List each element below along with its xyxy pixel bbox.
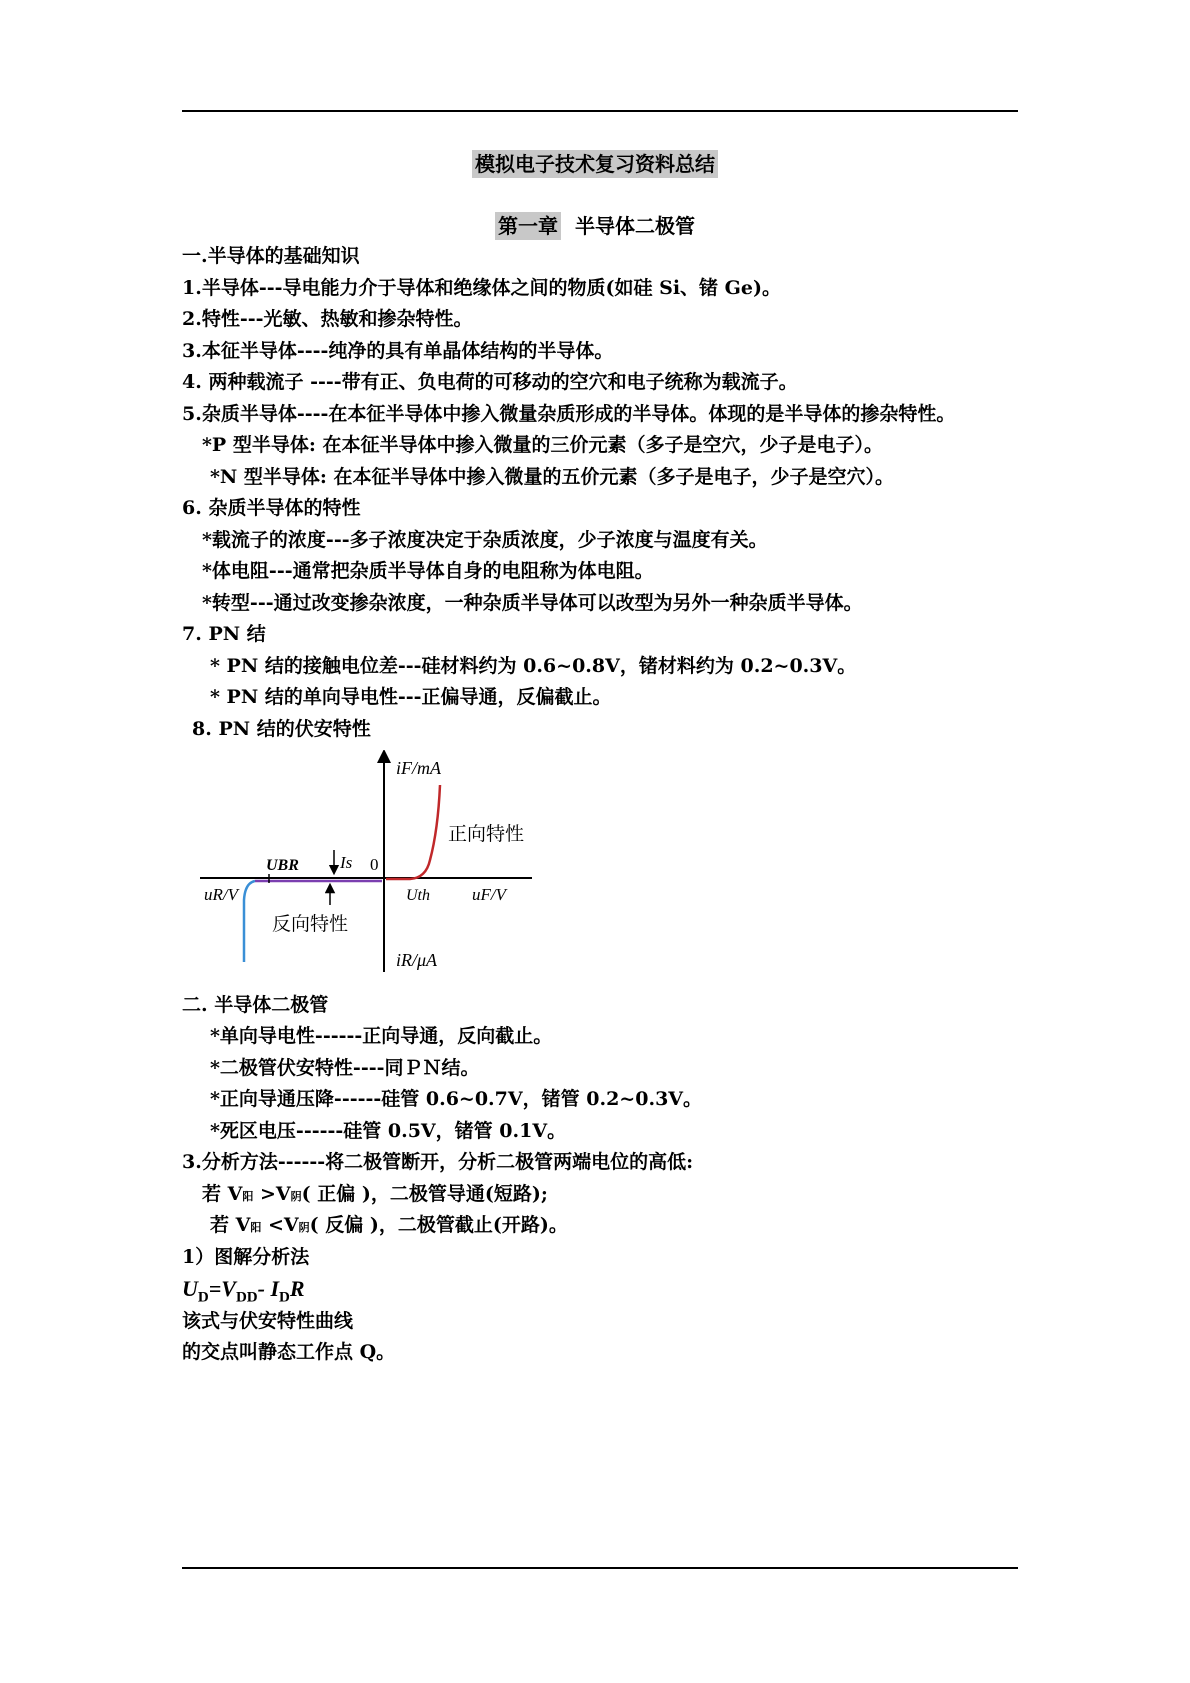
forward-char-label: 正向特性 [448, 824, 525, 845]
forward-curve [386, 785, 440, 879]
breakdown-curve [244, 881, 255, 962]
section1-heading: 一.半导体的基础知识 [182, 245, 360, 267]
condition-forward [202, 1182, 548, 1209]
chapter-label: 第一章 [495, 212, 561, 240]
doc-title: 模拟电子技术复习资料总结 [472, 150, 718, 178]
cond-part: ( 正偏 )，二极管导通(短路); [301, 1183, 548, 1205]
cond-part: ( 反偏 )，二极管截止(开路)。 [309, 1214, 568, 1236]
text-line: *死区电压------硅管 0.5V，锗管 0.1V。 [210, 1120, 567, 1142]
text-line: 6. 杂质半导体的特性 [182, 497, 361, 519]
text-line: 1.半导体---导电能力介于导体和绝缘体之间的物质(如硅 Si、锗 Ge)。 [182, 277, 781, 299]
chapter-heading [0, 210, 1190, 239]
uth-label: Uth [406, 887, 430, 904]
reverse-char-label: 反向特性 [272, 914, 349, 935]
text-line: 2.特性---光敏、热敏和掺杂特性。 [182, 308, 473, 330]
doc-title-wrap [0, 148, 1190, 177]
cond-sub: 阳 [250, 1221, 262, 1234]
text-line: 8. PN 结的伏安特性 [192, 718, 371, 740]
cond-sub: 阴 [290, 1190, 302, 1203]
text-line: 5.杂质半导体----在本征半导体中掺入微量杂质形成的半导体。体现的是半导体的掺杂特性。 [182, 403, 956, 425]
y-axis-bottom-label: iR/μA [396, 950, 438, 970]
x-axis-left-label: uR/V [204, 885, 238, 904]
section2-heading: 二. 半导体二极管 [182, 994, 329, 1016]
ubr-label: UBR [266, 857, 299, 874]
cond-sub: 阴 [298, 1221, 310, 1234]
text-line: 的交点叫静态工作点 Q。 [182, 1341, 396, 1363]
cond-sub: 阳 [242, 1190, 254, 1203]
cond-part: 若 V [210, 1214, 251, 1236]
cond-part: <V [261, 1214, 299, 1236]
text-line: *单向导电性------正向导通，反向截止。 [210, 1025, 553, 1047]
y-axis-top-label: iF/mA [396, 758, 441, 778]
f-part: U [182, 1276, 198, 1301]
chapter-title: 半导体二极管 [574, 214, 695, 238]
text-line: *转型---通过改变掺杂浓度，一种杂质半导体可以改型为另外一种杂质半导体。 [202, 592, 863, 614]
text-line: 7. PN 结 [182, 623, 266, 645]
text-line: *载流子的浓度---多子浓度决定于杂质浓度，少子浓度与温度有关。 [202, 529, 768, 551]
f-sub: D [197, 1289, 209, 1306]
text-line: *P 型半导体: 在本征半导体中掺入微量的三价元素（多子是空穴，少子是电子）。 [202, 434, 883, 456]
text-line: * PN 结的接触电位差---硅材料约为 0.6~0.8V，锗材料约为 0.2~0.3V。 [210, 655, 857, 677]
load-line-formula [182, 1277, 305, 1309]
text-line: *N 型半导体: 在本征半导体中掺入微量的五价元素（多子是电子，少子是空穴）。 [210, 466, 895, 488]
f-part: - [257, 1276, 271, 1301]
text-line: 3.分析方法------将二极管断开，分析二极管两端电位的高低: [182, 1151, 694, 1173]
f-part: = [208, 1276, 222, 1301]
condition-reverse [210, 1213, 568, 1240]
cond-part: >V [253, 1183, 291, 1205]
text-line: 4. 两种载流子 ----带有正、负电荷的可移动的空穴和电子统称为载流子。 [182, 371, 798, 393]
is-label: Is [340, 853, 353, 872]
f-part: R [289, 1276, 305, 1301]
pn-iv-curve-figure [200, 750, 540, 980]
text-line: 该式与伏安特性曲线 [182, 1310, 354, 1332]
text-line: *正向导通压降------硅管 0.6~0.7V，锗管 0.2~0.3V。 [210, 1088, 703, 1110]
cond-part: 若 V [202, 1183, 243, 1205]
x-axis-right-label: uF/V [472, 885, 506, 904]
f-part: V [221, 1276, 236, 1301]
text-line: 3.本征半导体----纯净的具有单晶体结构的半导体。 [182, 340, 614, 362]
origin-label: 0 [370, 855, 379, 874]
f-sub: D [279, 1289, 290, 1306]
footer-rule [182, 1567, 1018, 1569]
f-sub: DD [235, 1289, 258, 1306]
header-rule [182, 110, 1018, 112]
text-line: * PN 结的单向导电性---正偏导通，反偏截止。 [210, 686, 612, 708]
method-graphical: 1）图解分析法 [182, 1246, 310, 1268]
text-line: *二极管伏安特性----同ＰＮ结。 [210, 1057, 480, 1079]
text-line: *体电阻---通常把杂质半导体自身的电阻称为体电阻。 [202, 560, 654, 582]
f-part: I [270, 1276, 280, 1301]
